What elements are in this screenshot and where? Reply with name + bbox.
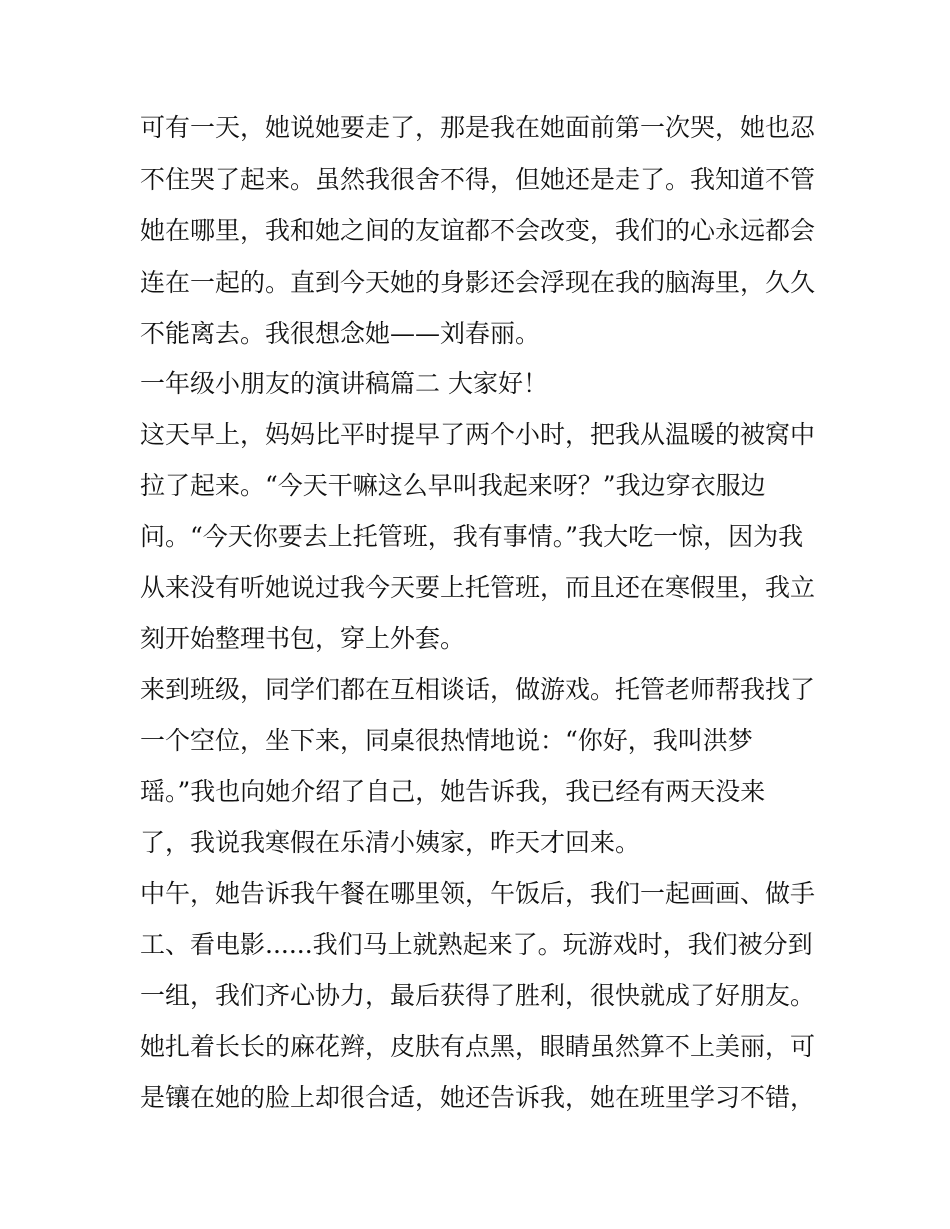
text-line: 瑶。”我也向她介绍了自己，她告诉我，我已经有两天没来 [140,777,766,806]
text-line: 问。“今天你要去上托管班，我有事情。”我大吃一惊，因为我 [140,522,804,551]
section-heading: 一年级小朋友的演讲稿篇二 大家好！ [140,369,548,398]
text-line: 不能离去。我很想念她——刘春丽。 [140,319,541,348]
text-line: 她扎着长长的麻花辫，皮肤有点黑，眼睛虽然算不上美丽，可 [140,1032,816,1061]
text-line: 一组，我们齐心协力，最后获得了胜利，很快就成了好朋友。 [140,981,816,1010]
text-line: 可有一天，她说她要走了，那是我在她面前第一次哭，她也忍 [140,113,816,142]
text-line: 工、看电影......我们马上就熟起来了。玩游戏时，我们被分到 [140,930,813,959]
text-line: 刻开始整理书包，穿上外套。 [140,624,466,653]
text-line: 了，我说我寒假在乐清小姨家，昨天才回来。 [140,828,641,857]
text-line: 是镶在她的脸上却很合适，她还告诉我，她在班里学习不错， [140,1083,816,1112]
text-line: 不住哭了起来。虽然我很舍不得，但她还是走了。我知道不管 [140,165,816,194]
text-line: 她在哪里，我和她之间的友谊都不会改变，我们的心永远都会 [140,216,816,245]
text-line: 来到班级，同学们都在互相谈话，做游戏。托管老师帮我找了 [140,675,816,704]
text-line: 一个空位，坐下来，同桌很热情地说：“你好，我叫洪梦 [140,726,753,755]
text-line: 这天早上，妈妈比平时提早了两个小时，把我从温暖的被窝中 [140,420,816,449]
text-line: 从来没有听她说过我今天要上托管班，而且还在寒假里，我立 [140,573,816,602]
text-line: 拉了起来。“今天干嘛这么早叫我起来呀？”我边穿衣服边 [140,471,766,500]
text-line: 连在一起的。直到今天她的身影还会浮现在我的脑海里，久久 [140,268,816,297]
text-line: 中午，她告诉我午餐在哪里领，午饭后，我们一起画画、做手 [140,879,816,908]
